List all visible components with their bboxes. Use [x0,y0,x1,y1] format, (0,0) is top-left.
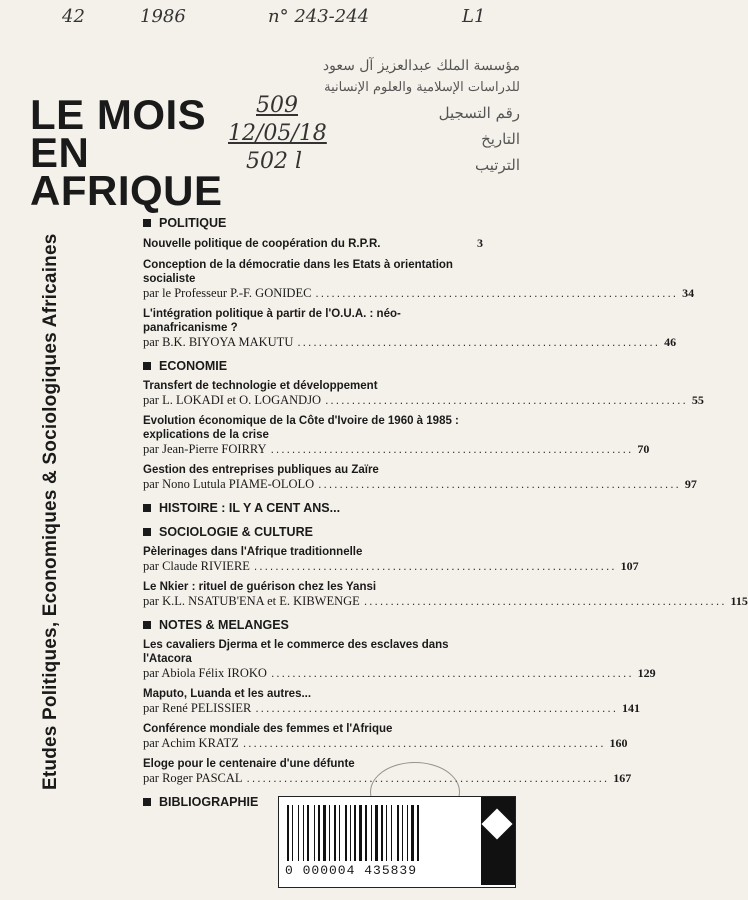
entry-title: Nouvelle politique de coopération du R.P.R. [143,238,381,250]
leader-dots: .................................................................... [270,442,634,456]
barcode-flag [481,797,515,885]
note-left: 42 [62,6,85,27]
entry-author: par Roger PASCAL [143,771,243,785]
leader-dots: .................................................................... [363,594,727,608]
barcode-bar [368,805,370,861]
barcode-bar [300,805,302,861]
entry-title: Conférence mondiale des femmes et l'Afrique [143,723,393,735]
toc-entry [143,687,641,715]
stamp-line-1: مؤسسة الملك عبدالعزيز آل سعود [322,58,520,74]
toc-entry [143,258,695,300]
section-name: SOCIOLOGIE & CULTURE [159,525,313,539]
square-bullet-icon [143,621,151,629]
title-line-2: EN [30,129,90,176]
stamp-line-2: للدراسات الإسلامية والعلوم الإنسانية [324,80,520,95]
barcode-bar [354,805,356,861]
title-line-3: AFRIQUE [30,167,223,214]
section-heading [143,525,483,539]
barcode-bar [411,805,414,861]
entry-page: 34 [682,286,695,300]
section-heading [143,359,483,373]
barcode-bar [323,805,326,861]
barcode-bar [391,805,392,861]
barcode-bar [365,805,367,861]
note-right: L1 [462,6,486,27]
leader-dots: .................................................................... [246,771,610,785]
barcode-bar [402,805,403,861]
barcode-bar [381,805,383,861]
barcode-bar [290,805,291,861]
barcode-bar [420,805,421,861]
barcode-bar [357,805,358,861]
entry-page: 107 [620,559,639,573]
entry-author: par le Professeur P.-F. GONIDEC [143,286,312,300]
top-handwritten-notes [0,6,528,36]
entry-author: par L. LOKADI et O. LOGANDJO [143,393,322,407]
toc-entry [143,545,639,573]
barcode-bar [337,805,338,861]
barcode-bar [327,805,328,861]
title-line-1: LE MOIS [30,91,207,138]
entry-page: 46 [664,335,677,349]
entry-page: 167 [613,771,632,785]
entry-author: par B.K. BIYOYA MAKUTU [143,335,294,349]
barcode-bars [287,805,477,861]
entry-page: 141 [622,701,641,715]
entry-author: par Jean-Pierre FOIRRY [143,442,267,456]
barcode-bar [350,805,351,861]
barcode-bar [352,805,353,861]
handwritten-numbers [228,92,338,176]
square-bullet-icon [143,504,151,512]
barcode-bar [305,805,306,861]
barcode-bar [334,805,336,861]
entry-author: par Nono Lutula PIAME-OLOLO [143,477,315,491]
toc-entry [143,379,704,407]
barcode-bar [373,805,374,861]
barcode-bar [388,805,390,861]
square-bullet-icon [143,362,151,370]
square-bullet-icon [143,528,151,536]
barcode-bar [307,805,309,861]
entry-title: Le Nkier : rituel de guérison chez les Yansi [143,581,377,593]
journal-title [30,91,223,214]
leader-dots: .................................................................... [255,701,619,715]
stamp-line-3: رقم التسجيل [438,104,520,122]
barcode-bar [375,805,378,861]
toc-entry [143,580,748,608]
barcode-bar [348,805,349,861]
toc-entry [143,414,650,456]
barcode-bar [397,805,399,861]
leader-dots: .................................................................... [270,666,634,680]
section-name: HISTOIRE : IL Y A CENT ANS... [159,501,341,515]
leader-dots: .................................................................... [253,559,617,573]
entry-title: Pèlerinages dans l'Afrique traditionnelle [143,546,363,558]
entry-author: par Abiola Félix IROKO [143,666,267,680]
barcode-bar [331,805,333,861]
toc-entry [143,463,697,491]
section-name: BIBLIOGRAPHIE [159,795,259,809]
note-ref: n° 243-244 [268,6,370,27]
hand-number-2: 12/05/18 [228,121,327,146]
square-bullet-icon [143,798,151,806]
entry-author: par René PELISSIER [143,701,252,715]
barcode-bar [316,805,317,861]
section-heading [143,618,483,632]
toc-entry [143,307,677,349]
barcode-bar [294,805,297,861]
barcode-bar [339,805,340,861]
section-name: NOTES & MELANGES [159,618,289,632]
square-bullet-icon [143,219,151,227]
barcode-bar [400,805,401,861]
section-heading [143,216,483,230]
barcode-bar [386,805,387,861]
barcode-bar [415,805,416,861]
barcode-number: 0 000004 435839 [285,863,418,878]
entry-author: par Achim KRATZ [143,736,239,750]
barcode-bar [384,805,385,861]
table-of-contents [143,216,748,815]
barcode [278,796,516,888]
barcode-bar [303,805,304,861]
barcode-bar [329,805,330,861]
entry-page: 70 [637,442,650,456]
hand-number-1: 509 [256,93,298,118]
entry-title: Conception de la démocratie dans les Etats à orientation socialiste [143,259,453,285]
leader-dots: .................................................................... [242,736,606,750]
section-name: ECONOMIE [159,359,228,373]
leader-dots: .................................................................... [325,393,688,407]
entry-title: L'intégration politique à partir de l'O.U.A. : néo-panafricanisme ? [143,308,401,334]
barcode-bar [321,805,322,861]
barcode-bar [371,805,372,861]
toc-entry [143,638,656,680]
entry-page: 160 [609,736,628,750]
entry-title: Evolution économique de la Côte d'Ivoire de 1960 à 1985 : explications de la crise [143,415,459,441]
vertical-subtitle: Etudes Politiques, Economiques & Sociologiques Africaines [40,233,61,790]
barcode-bar [409,805,410,861]
section-name: POLITIQUE [159,216,227,230]
leader-dots: .................................................................... [297,335,661,349]
entry-title: Maputo, Luanda et les autres... [143,688,312,700]
stamp-line-4: التاريخ [481,130,520,148]
barcode-bar [393,805,396,861]
barcode-bar [298,805,299,861]
section-heading [143,501,483,515]
entry-title: Transfert de technologie et développement [143,380,378,392]
entry-title: Eloge pour le centenaire d'une défunte [143,758,355,770]
barcode-bar [287,805,289,861]
entry-page: 129 [637,666,656,680]
entry-page: 55 [691,393,704,407]
entry-title: Les cavaliers Djerma et le commerce des esclaves dans l'Atacora [143,639,449,665]
barcode-bar [292,805,293,861]
entry-author: par Claude RIVIERE [143,559,250,573]
barcode-bar [359,805,362,861]
toc-entry [143,236,483,251]
barcode-bar [404,805,406,861]
barcode-bar [314,805,315,861]
toc-entry [143,722,628,750]
entry-title: Gestion des entreprises publiques au Zaïre [143,464,379,476]
entry-author: par K.L. NSATUB'ENA et E. KIBWENGE [143,594,360,608]
barcode-bar [341,805,344,861]
leader-dots: .................................................................... [318,477,681,491]
barcode-bar [345,805,347,861]
barcode-bar [318,805,320,861]
entry-page: 3 [477,236,483,250]
entry-page: 115 [730,594,748,608]
entry-page: 97 [684,477,697,491]
leader-dots: .................................................................... [315,286,679,300]
barcode-bar [310,805,313,861]
hand-number-3: 502 l [246,149,303,174]
barcode-bar [379,805,380,861]
barcode-bar [407,805,408,861]
barcode-bar [363,805,364,861]
note-year: 1986 [140,6,186,27]
stamp-line-5: الترتيب [475,156,520,174]
barcode-bar [417,805,419,861]
